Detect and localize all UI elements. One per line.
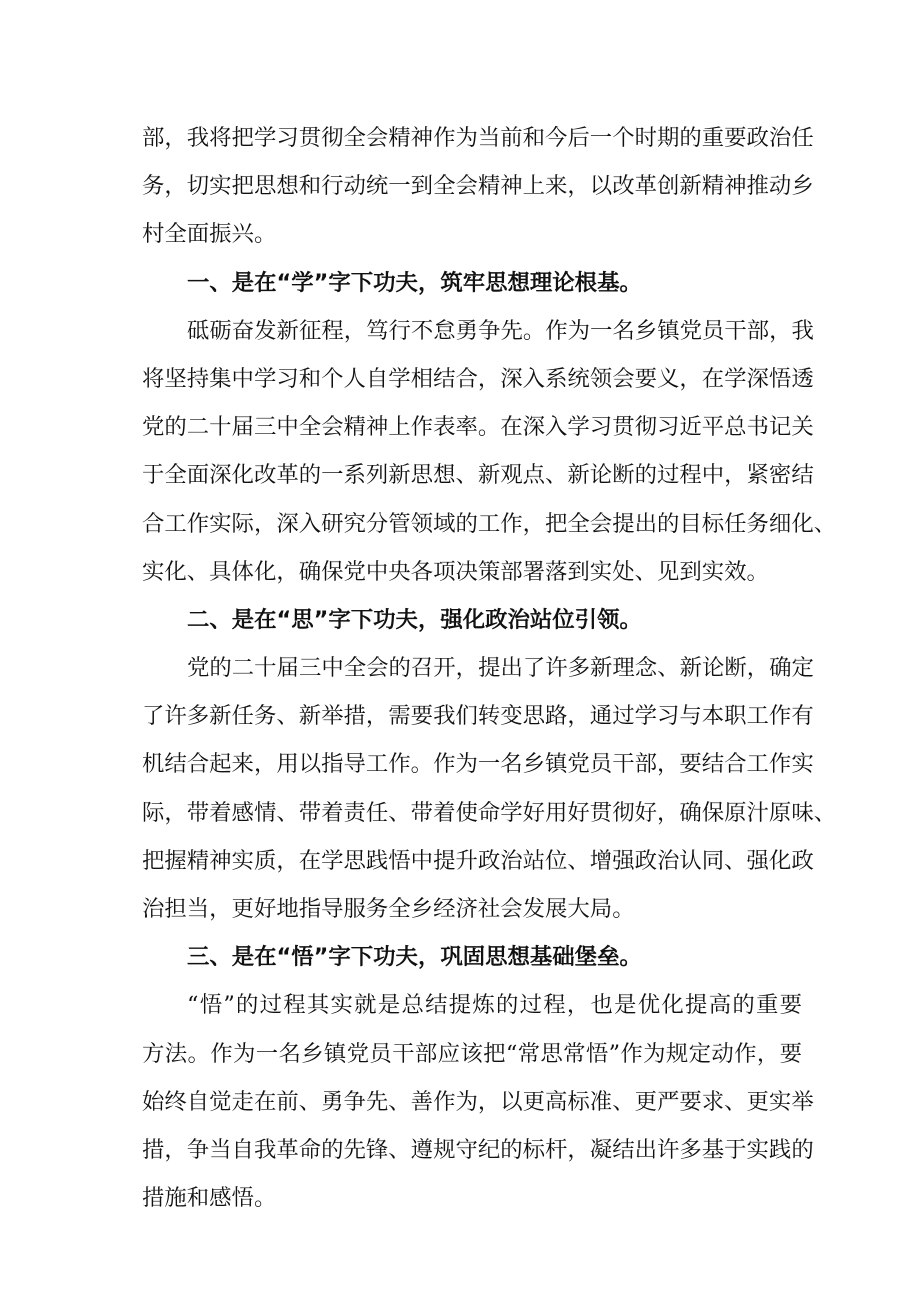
intro-line-1: 部，我将把学习贯彻全会精神作为当前和今后一个时期的重要政治任 — [142, 125, 814, 151]
section-2-line: 把握精神实质，在学思践悟中提升政治站位、增强政治认同、强化政 — [142, 847, 814, 874]
section-2-line: 了许多新任务、新举措，需要我们转变思路，通过学习与本职工作有 — [142, 703, 814, 730]
section-3-line: 措施和感悟。 — [142, 1185, 277, 1212]
section-2-line: 际，带着感情、带着责任、带着使命学好用好贯彻好，确保原汁原味、 — [142, 799, 837, 826]
section-1-line: 砥砺奋发新征程，笃行不怠勇争先。作为一名乡镇党员干部，我 — [187, 317, 814, 344]
section-1-line: 党的二十届三中全会精神上作表率。在深入学习贯彻习近平总书记关 — [142, 414, 814, 441]
intro-line-3: 村全面振兴。 — [142, 221, 277, 248]
section-2-line: 机结合起来，用以指导工作。作为一名乡镇党员干部，要结合工作实 — [142, 751, 814, 778]
section-2-heading: 二、是在“思”字下功夫，强化政治站位引领。 — [187, 606, 642, 633]
section-3-line: 方法。作为一名乡镇党员干部应该把“常思常悟”作为规定动作，要 — [142, 1040, 802, 1067]
section-1-line: 合工作实际，深入研究分管领域的工作，把全会提出的目标任务细化、 — [142, 510, 837, 537]
section-1-line: 于全面深化改革的一系列新思想、新观点、新论断的过程中，紧密结 — [142, 462, 814, 489]
section-1-heading: 一、是在“学”字下功夫，筑牢思想理论根基。 — [187, 269, 642, 296]
intro-line-2: 务，切实把思想和行动统一到全会精神上来，以改革创新精神推动乡 — [142, 173, 814, 200]
section-2-line: 党的二十届三中全会的召开，提出了许多新理念、新论断，确定 — [187, 655, 814, 682]
section-3-line: 始终自觉走在前、勇争先、善作为，以更高标准、更严要求、更实举 — [142, 1088, 814, 1115]
section-2-line: 治担当，更好地指导服务全乡经济社会发展大局。 — [142, 896, 635, 922]
document-body — [142, 114, 837, 1222]
section-1-line: 将坚持集中学习和个人自学相结合，深入系统领会要义，在学深悟透 — [142, 365, 814, 392]
section-3-line: 措，争当自我革命的先锋、遵规守纪的标杆，凝结出许多基于实践的 — [142, 1136, 814, 1163]
section-3-heading: 三、是在“悟”字下功夫，巩固思想基础堡垒。 — [187, 944, 642, 971]
section-3-line: “悟”的过程其实就是总结提炼的过程，也是优化提高的重要 — [187, 992, 802, 1019]
section-1-line: 实化、具体化，确保党中央各项决策部署落到实处、见到实效。 — [142, 558, 769, 585]
